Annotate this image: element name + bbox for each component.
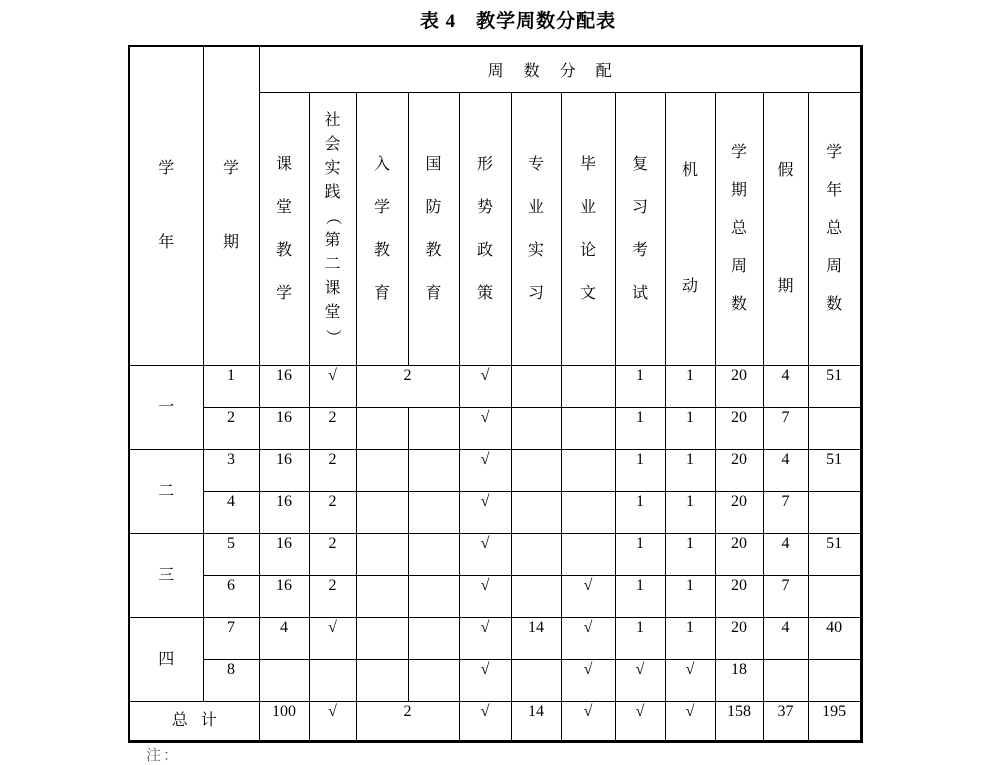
cell-defense xyxy=(408,618,459,660)
cell-situation: √ xyxy=(459,660,511,702)
cell-enroll xyxy=(356,576,408,618)
cell-year-total: 51 xyxy=(808,366,861,408)
cell-enroll xyxy=(356,660,408,702)
col-header-review-exam-label: 复 习 考 试 xyxy=(631,155,648,302)
table-row-semester-5 xyxy=(129,534,861,576)
col-header-enrollment-education xyxy=(356,93,408,366)
cell-total-sem-total: 158 xyxy=(715,702,763,742)
cell-sem-total: 20 xyxy=(715,366,763,408)
cell-defense xyxy=(408,534,459,576)
col-header-review-exam xyxy=(615,93,665,366)
cell-total-situation: √ xyxy=(459,702,511,742)
cell-classroom: 16 xyxy=(259,492,309,534)
col-header-defense-education xyxy=(408,93,459,366)
cell-enroll xyxy=(356,450,408,492)
total-row xyxy=(129,702,861,742)
col-header-classroom-teaching xyxy=(259,93,309,366)
cell-semester: 5 xyxy=(203,534,259,576)
col-header-defense-education-label: 国 防 教 育 xyxy=(425,155,442,302)
cell-semester: 8 xyxy=(203,660,259,702)
cell-sem-total: 18 xyxy=(715,660,763,702)
footnote-partial-text: 注： xyxy=(146,748,181,764)
cell-year-total xyxy=(808,576,861,618)
col-header-professional-internship-label: 专 业 实 习 xyxy=(527,155,544,302)
table-row-semester-1 xyxy=(129,366,861,408)
col-header-year-total-weeks xyxy=(808,93,861,366)
cell-sem-total: 20 xyxy=(715,408,763,450)
table-row-semester-8 xyxy=(129,660,861,702)
cell-flexible: 1 xyxy=(665,450,715,492)
cell-social: 2 xyxy=(309,408,356,450)
cell-defense xyxy=(408,450,459,492)
cell-defense xyxy=(408,492,459,534)
cell-total-intern: 14 xyxy=(511,702,561,742)
cell-situation: √ xyxy=(459,492,511,534)
col-header-semester-total-weeks-label: 学 期 总 周 数 xyxy=(730,144,747,313)
cell-flexible: 1 xyxy=(665,576,715,618)
col-header-professional-internship xyxy=(511,93,561,366)
cell-flexible: 1 xyxy=(665,366,715,408)
cell-review: 1 xyxy=(615,534,665,576)
cell-thesis xyxy=(561,534,615,576)
cell-intern xyxy=(511,492,561,534)
col-header-semester-label: 学 期 xyxy=(222,160,239,251)
cell-review: √ xyxy=(615,660,665,702)
col-header-flexible-label: 机 动 xyxy=(681,162,698,295)
cell-classroom: 16 xyxy=(259,450,309,492)
cell-situation: √ xyxy=(459,450,511,492)
cell-year-total xyxy=(808,660,861,702)
cell-year-3: 三 xyxy=(129,534,203,618)
cell-flexible: 1 xyxy=(665,492,715,534)
cell-enroll xyxy=(356,618,408,660)
cell-thesis xyxy=(561,492,615,534)
cell-vacation: 4 xyxy=(763,450,808,492)
cell-flexible: 1 xyxy=(665,618,715,660)
cell-year-total: 40 xyxy=(808,618,861,660)
cell-total-review: √ xyxy=(615,702,665,742)
col-header-graduation-thesis xyxy=(561,93,615,366)
cell-year-1: 一 xyxy=(129,366,203,450)
cell-year-total xyxy=(808,408,861,450)
col-header-social-practice-label: 社 会 实 践 （ 第 二 课 堂 ） xyxy=(324,112,342,346)
col-header-situation-policy-label: 形 势 政 策 xyxy=(476,155,493,302)
teaching-weeks-table xyxy=(128,45,863,743)
cell-social: √ xyxy=(309,618,356,660)
cell-intern xyxy=(511,408,561,450)
cell-vacation: 4 xyxy=(763,618,808,660)
cell-semester: 3 xyxy=(203,450,259,492)
col-header-vacation-label: 假 期 xyxy=(777,162,794,295)
cell-situation: √ xyxy=(459,618,511,660)
cell-vacation: 7 xyxy=(763,492,808,534)
col-header-classroom-teaching-label: 课 堂 教 学 xyxy=(275,155,292,302)
cell-vacation: 7 xyxy=(763,408,808,450)
col-header-semester xyxy=(203,46,259,366)
cell-sem-total: 20 xyxy=(715,618,763,660)
cell-sem-total: 20 xyxy=(715,492,763,534)
cell-semester: 2 xyxy=(203,408,259,450)
cell-social: 2 xyxy=(309,492,356,534)
table-title: 表 4 教学周数分配表 xyxy=(419,11,617,32)
cell-thesis xyxy=(561,366,615,408)
cell-vacation xyxy=(763,660,808,702)
cell-situation: √ xyxy=(459,534,511,576)
col-header-situation-policy xyxy=(459,93,511,366)
cell-vacation: 4 xyxy=(763,366,808,408)
cell-semester: 4 xyxy=(203,492,259,534)
cell-defense xyxy=(408,408,459,450)
cell-vacation: 7 xyxy=(763,576,808,618)
cell-social xyxy=(309,660,356,702)
cell-year-total: 51 xyxy=(808,450,861,492)
cell-social: 2 xyxy=(309,534,356,576)
cell-classroom: 16 xyxy=(259,576,309,618)
col-header-year xyxy=(129,46,203,366)
cell-situation: √ xyxy=(459,576,511,618)
cell-defense xyxy=(408,576,459,618)
cell-thesis: √ xyxy=(561,576,615,618)
cell-social: 2 xyxy=(309,576,356,618)
cell-intern xyxy=(511,534,561,576)
cell-intern xyxy=(511,660,561,702)
cell-total-flexible: √ xyxy=(665,702,715,742)
cell-review: 1 xyxy=(615,408,665,450)
cell-total-classroom: 100 xyxy=(259,702,309,742)
cell-thesis: √ xyxy=(561,660,615,702)
cell-review: 1 xyxy=(615,450,665,492)
cell-intern: 14 xyxy=(511,618,561,660)
cell-intern xyxy=(511,366,561,408)
cell-classroom xyxy=(259,660,309,702)
cell-year-total xyxy=(808,492,861,534)
cell-sem-total: 20 xyxy=(715,450,763,492)
table-row-semester-3 xyxy=(129,450,861,492)
cell-sem-total: 20 xyxy=(715,534,763,576)
cell-semester: 1 xyxy=(203,366,259,408)
cell-total-social: √ xyxy=(309,702,356,742)
cell-review: 1 xyxy=(615,576,665,618)
table-row-semester-6 xyxy=(129,576,861,618)
table-row-semester-4 xyxy=(129,492,861,534)
cell-semester: 6 xyxy=(203,576,259,618)
cell-classroom: 16 xyxy=(259,408,309,450)
cell-year-total: 51 xyxy=(808,534,861,576)
cell-total-label: 总计 xyxy=(129,702,259,742)
cell-situation: √ xyxy=(459,408,511,450)
cell-thesis xyxy=(561,408,615,450)
cell-year-4: 四 xyxy=(129,618,203,702)
cell-enroll xyxy=(356,492,408,534)
cell-intern xyxy=(511,576,561,618)
cell-intern xyxy=(511,450,561,492)
cell-classroom: 16 xyxy=(259,366,309,408)
cell-year-2: 二 xyxy=(129,450,203,534)
cell-enroll-defense-merged: 2 xyxy=(356,366,459,408)
cell-total-thesis: √ xyxy=(561,702,615,742)
col-header-flexible xyxy=(665,93,715,366)
cell-sem-total: 20 xyxy=(715,576,763,618)
cell-enroll xyxy=(356,408,408,450)
cell-total-enroll-defense-merged: 2 xyxy=(356,702,459,742)
cell-classroom: 16 xyxy=(259,534,309,576)
cell-situation: √ xyxy=(459,366,511,408)
cell-review: 1 xyxy=(615,618,665,660)
col-header-vacation xyxy=(763,93,808,366)
cell-defense xyxy=(408,660,459,702)
cell-flexible: √ xyxy=(665,660,715,702)
cell-total-year-total: 195 xyxy=(808,702,861,742)
col-header-enrollment-education-label: 入 学 教 育 xyxy=(373,155,390,302)
cell-enroll xyxy=(356,534,408,576)
col-header-semester-total-weeks xyxy=(715,93,763,366)
cell-flexible: 1 xyxy=(665,534,715,576)
cell-semester: 7 xyxy=(203,618,259,660)
cell-classroom: 4 xyxy=(259,618,309,660)
col-header-graduation-thesis-label: 毕 业 论 文 xyxy=(579,155,596,302)
table-row-semester-7 xyxy=(129,618,861,660)
cell-social: √ xyxy=(309,366,356,408)
cell-review: 1 xyxy=(615,492,665,534)
cell-vacation: 4 xyxy=(763,534,808,576)
cell-social: 2 xyxy=(309,450,356,492)
cell-total-vacation: 37 xyxy=(763,702,808,742)
col-header-year-label: 学 年 xyxy=(158,160,175,251)
col-header-social-practice xyxy=(309,93,356,366)
table-row-semester-2 xyxy=(129,408,861,450)
cell-thesis: √ xyxy=(561,618,615,660)
cell-review: 1 xyxy=(615,366,665,408)
header-row-group xyxy=(129,46,861,93)
cell-thesis xyxy=(561,450,615,492)
col-header-year-total-weeks-label: 学 年 总 周 数 xyxy=(826,144,843,313)
col-group-header-week-distribution: 周数分配 xyxy=(259,46,861,93)
cell-flexible: 1 xyxy=(665,408,715,450)
